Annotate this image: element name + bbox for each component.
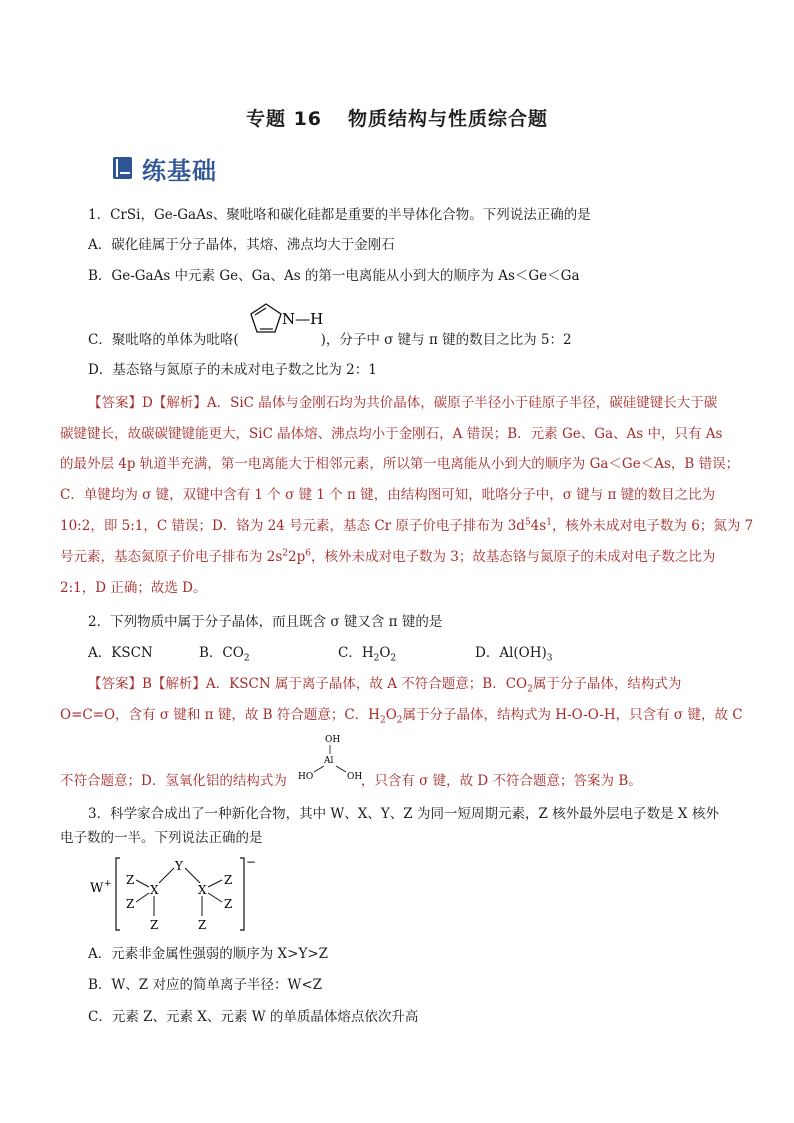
q2-answer-line-3 (60, 772, 642, 790)
q2-options (88, 644, 553, 662)
q2-option-b-sub: 2 (243, 653, 250, 664)
q2-option-b-text: B．CO (199, 645, 244, 661)
q3-option-b: B．W、Z 对应的简单离子半径：W<Z (88, 977, 323, 993)
q2-option-b (199, 644, 338, 662)
struct-z-3: Z (150, 918, 159, 932)
q2-option-a: A．KSCN (88, 645, 153, 661)
q2-answer-line-2-c: 属于分子晶体，结构式为 H-O-O-H，只含有 σ 键，故 C (402, 707, 743, 723)
q2-answer-line-1 (88, 675, 681, 693)
q1-answer-line-5-sup1: 5 (524, 517, 531, 528)
q2-option-c (338, 644, 475, 662)
struct-x-left: X (150, 883, 159, 897)
struct-plus: + (104, 879, 112, 889)
page-title (0, 104, 794, 131)
q1-answer-line-3: 的最外层 4p 轨道半充满，第一电离能大于相邻元素，所以第一电离能从小到大的顺序为 Ga＜Ge＜As，B 错误； (60, 456, 740, 472)
q2-answer-line-2 (60, 706, 743, 724)
q1-answer-line-4: C．单键均为 σ 键，双键中含有 1 个 σ 键 1 个 π 键，由结构图可知，吡咯分子中，σ 键与 π 键的数目之比为 (60, 487, 716, 503)
q1-answer-line-5-b: 4s (530, 518, 547, 534)
q2-option-c-text: C．H (338, 645, 374, 661)
q1-option-a: A．碳化硅属于分子晶体，其熔、沸点均大于金刚石 (88, 237, 395, 253)
q1-stem: 1．CrSi，Ge-GaAs、聚吡咯和碳化硅都是重要的半导体化合物。下列说法正确的是 (88, 207, 591, 223)
q2-option-d (475, 644, 553, 662)
aloh-right-oh: OH (347, 772, 363, 780)
q1-option-d: D．基态铬与氮原子的未成对电子数之比为 2：1 (88, 362, 377, 378)
struct-y: Y (175, 859, 183, 873)
q2-answer-line-2-sub2: 2 (396, 715, 403, 726)
q2-option-d-sub: 3 (546, 653, 553, 664)
q3-option-c: C．元素 Z、元素 X、元素 W 的单质晶体熔点依次升高 (88, 1009, 419, 1025)
aloh-top-oh: OH (325, 735, 341, 745)
q2-option-d-text: D．Al(OH) (475, 645, 547, 661)
struct-z-4: Z (224, 873, 233, 887)
q2-option-c-mid: O (379, 645, 391, 661)
title-part2: 物质结构与性质综合题 (348, 108, 549, 130)
struct-z-1: Z (126, 873, 135, 887)
q1-answer-line-6-c: ，核外未成对电子数为 3；故基态铬与氮原子的未成对电子数之比为 (311, 549, 716, 565)
title-part1: 专题 16 (245, 108, 323, 130)
q1-answer-line-6-sup1: 2 (282, 548, 289, 559)
q1-option-c-after: )，分子中 σ 键与 π 键的数目之比为 5：2 (320, 332, 572, 348)
q2-answer-line-3-a: 不符合题意；D．氢氧化铝的结构式为 (60, 773, 287, 789)
q2-stem: 2．下列物质中属于分子晶体，而且既含 σ 键又含 π 键的是 (88, 614, 443, 630)
q1-answer-line-2: 碳键键长，故碳碳键键能更大，SiC 晶体熔、沸点均小于金刚石，A 错误；B．元素 Ge、Ga、As 中，只有 As (60, 426, 723, 442)
q3-stem-line-1: 3．科学家合成出了一种新化合物，其中 W、X、Y、Z 为同一短周期元素，Z 核外最外层电子数是 X 核外 (88, 806, 719, 822)
aloh-al: Al (324, 756, 334, 766)
q1-answer-line-5-a: 10:2，即 5:1，C 错误；D．铬为 24 号元素，基态 Cr 原子价电子排布为 3d (60, 518, 525, 534)
q2-answer-line-1-sub: 2 (527, 684, 533, 695)
struct-z-5: Z (224, 897, 233, 911)
q1-answer-line-1: 【答案】D【解析】A．SiC 晶体与金刚石均为共价晶体，碳原子半径小于硅原子半径，碳硅键键长大于碳 (88, 395, 718, 411)
struct-minus: − (246, 855, 257, 869)
section-label: 练基础 (142, 156, 217, 185)
pyrrole-structure (240, 300, 336, 340)
q3-anion-structure (86, 854, 266, 934)
q2-option-c-sub2: 2 (390, 653, 397, 664)
struct-w: W (90, 881, 104, 896)
q1-answer-line-5-sup2: 1 (546, 517, 552, 528)
pyrrole-label: N—H (282, 310, 324, 328)
q1-option-b: B．Ge-GaAs 中元素 Ge、Ga、As 的第一电离能从小到大的顺序为 As＜Ge＜Ga (88, 268, 580, 284)
struct-x-right: X (198, 883, 207, 897)
q2-answer-line-2-a: O=C=O，含有 σ 键和 π 键，故 B 符合题意；C．H (60, 707, 380, 723)
q2-option-c-sub1: 2 (373, 653, 380, 664)
q1-answer-line-5 (60, 517, 753, 535)
q3-option-a: A．元素非金属性强弱的顺序为 X>Y>Z (88, 946, 329, 962)
q1-answer-line-6-b: 2p (288, 549, 306, 565)
struct-z-2: Z (126, 897, 135, 911)
aloh-left-ho: HO (298, 772, 314, 780)
q3-stem-line-2: 电子数的一半。下列说法正确的是 (60, 830, 263, 846)
book-icon (112, 156, 134, 180)
q2-answer-line-1-b: 属于分子晶体，结构式为 (532, 676, 682, 692)
q1-option-c-before: C．聚吡咯的单体为吡咯( (88, 332, 239, 348)
q2-answer-line-3-b: ，只含有 σ 键，故 D 不符合题意；答案为 B。 (360, 773, 642, 789)
section-header (112, 152, 217, 184)
q1-answer-line-5-c: ，核外未成对电子数为 6；氮为 7 (551, 518, 754, 534)
q1-answer-line-6 (60, 548, 715, 566)
struct-z-6: Z (198, 918, 207, 932)
q2-answer-line-2-sub1: 2 (379, 715, 386, 726)
q1-answer-line-7: 2:1，D 正确；故选 D。 (60, 580, 207, 596)
q2-answer-line-2-b: O (385, 707, 397, 723)
q2-answer-line-1-a: 【答案】B【解析】A．KSCN 属于离子晶体，故 A 不符合题意；B．CO (88, 676, 528, 692)
q1-answer-line-6-sup2: 6 (305, 548, 312, 559)
q1-answer-line-6-a: 号元素，基态氮原子价电子排布为 2s (60, 549, 283, 565)
